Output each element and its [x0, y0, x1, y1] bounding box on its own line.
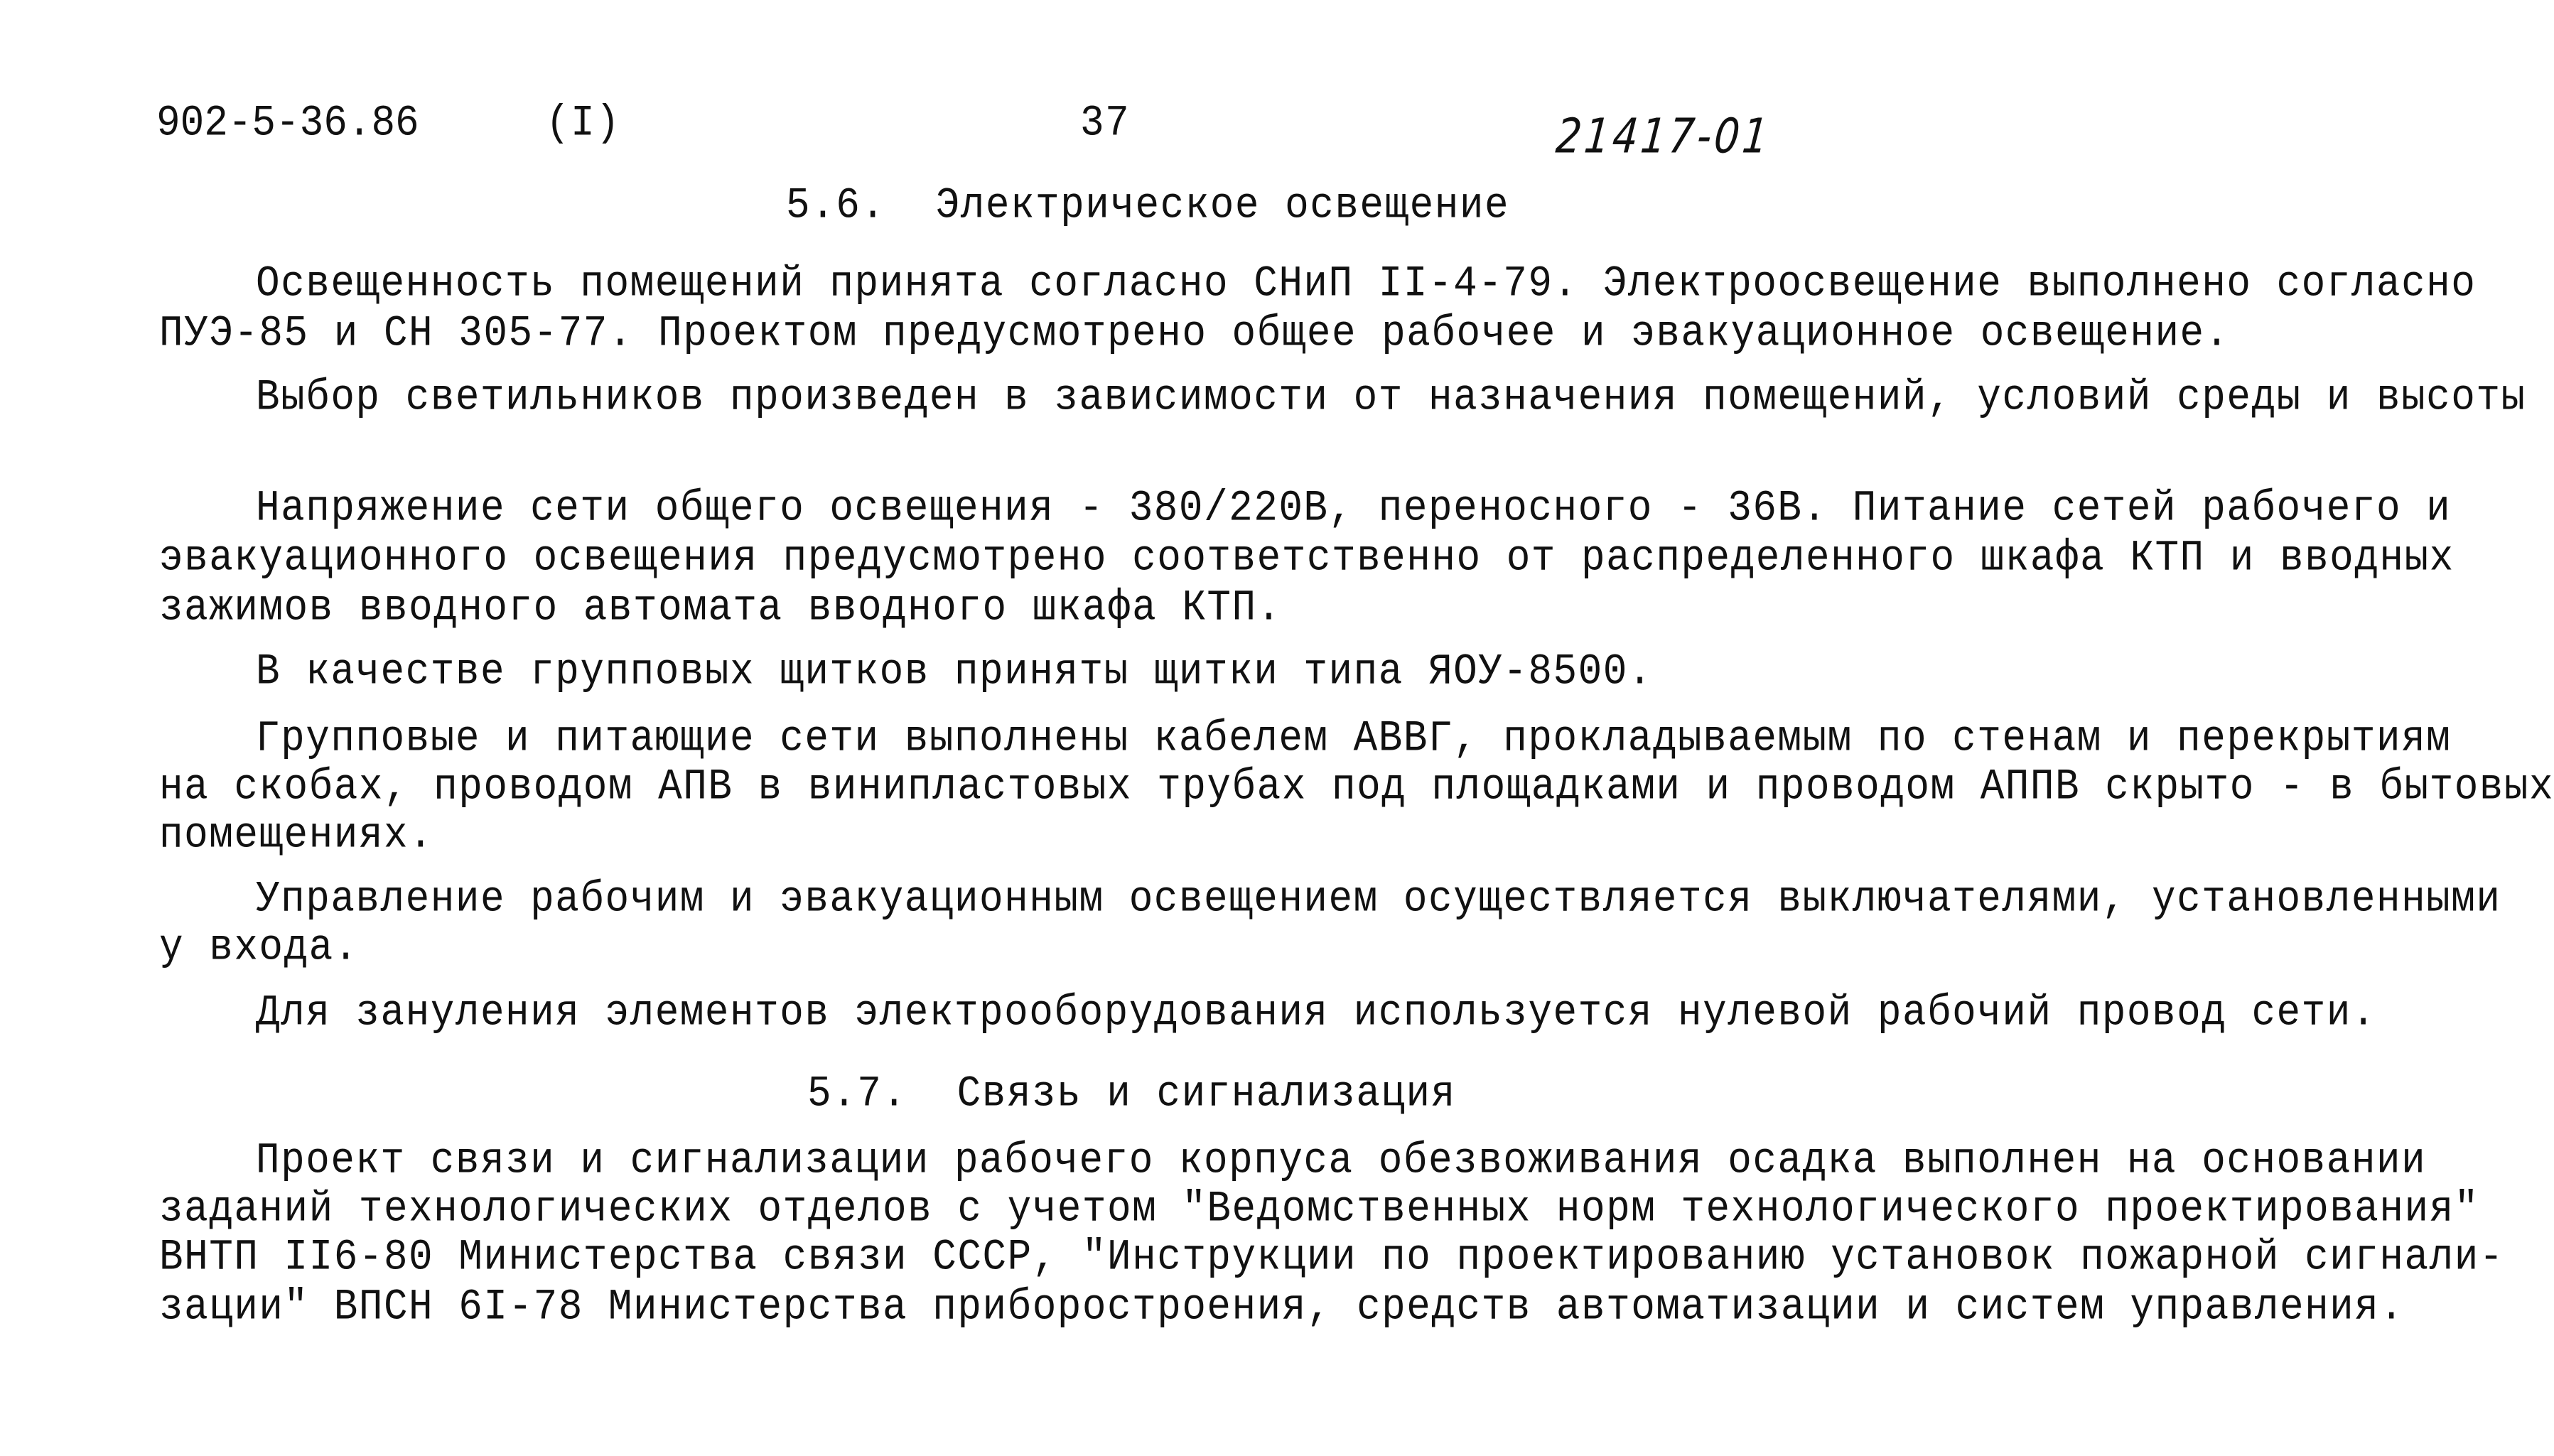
paragraph-line: на скобах, проводом АПВ в винипластовых трубах под площадками и проводом АППВ скрыто - в бытовых [159, 761, 2554, 812]
paragraph-line: эвакуационного освещения предусмотрено соответственно от распределенного шкафа КТП и вводных [159, 532, 2455, 583]
paragraph-line: заданий технологических отделов с учетом "Ведомственных норм технологического проектирования" [159, 1183, 2479, 1234]
section-heading-5-6: 5.6. Электрическое освещение [786, 180, 1510, 231]
handwritten-code: 21417-01 [1553, 109, 1774, 165]
doc-number: 902-5-36.86 [156, 97, 419, 149]
paragraph-line: Выбор светильников произведен в зависимости от назначения помещений, условий среды и высоты [256, 372, 2526, 423]
paragraph-line: у входа. [159, 922, 359, 973]
section-heading-5-7: 5.7. Связь и сигнализация [807, 1068, 1456, 1119]
paragraph-line: помещениях. [159, 809, 434, 861]
paragraph-line: Управление рабочим и эвакуационным освещением осуществляется выключателями, установленными [256, 873, 2501, 924]
paragraph-line: ПУЭ-85 и СН 305-77. Проектом предусмотрено общее рабочее и эвакуационное освещение. [159, 308, 2230, 359]
page-number: 37 [1080, 97, 1131, 149]
paragraph-line: Групповые и питающие сети выполнены кабелем АВВГ, прокладываемым по стенам и перекрытиям [256, 713, 2452, 764]
paragraph-line: Для зануления элементов электрооборудования используется нулевой рабочий провод сети. [256, 987, 2376, 1038]
paragraph-line: зации" ВПСН 6I-78 Министерства приборостроения, средств автоматизации и систем управления. [159, 1281, 2405, 1332]
paragraph-line: В качестве групповых щитков приняты щитки типа ЯОУ-8500. [256, 646, 1653, 697]
paragraph-line: Проект связи и сигнализации рабочего корпуса обезвоживания осадка выполнен на основании [256, 1135, 2427, 1186]
paragraph-line: Освещенность помещений принята согласно СНиП II-4-79. Электроосвещение выполнено согласно [256, 258, 2477, 309]
paragraph-line: ВНТП II6-80 Министерства связи СССР, "Инструкции по проектированию установок пожарной сигнали- [159, 1231, 2504, 1283]
part-number: (I) [546, 97, 621, 149]
paragraph-line: зажимов вводного автомата вводного шкафа КТП. [159, 582, 1282, 633]
paragraph-line: Напряжение сети общего освещения - 380/220В, переносного - 36В. Питание сетей рабочего и [256, 482, 2452, 534]
